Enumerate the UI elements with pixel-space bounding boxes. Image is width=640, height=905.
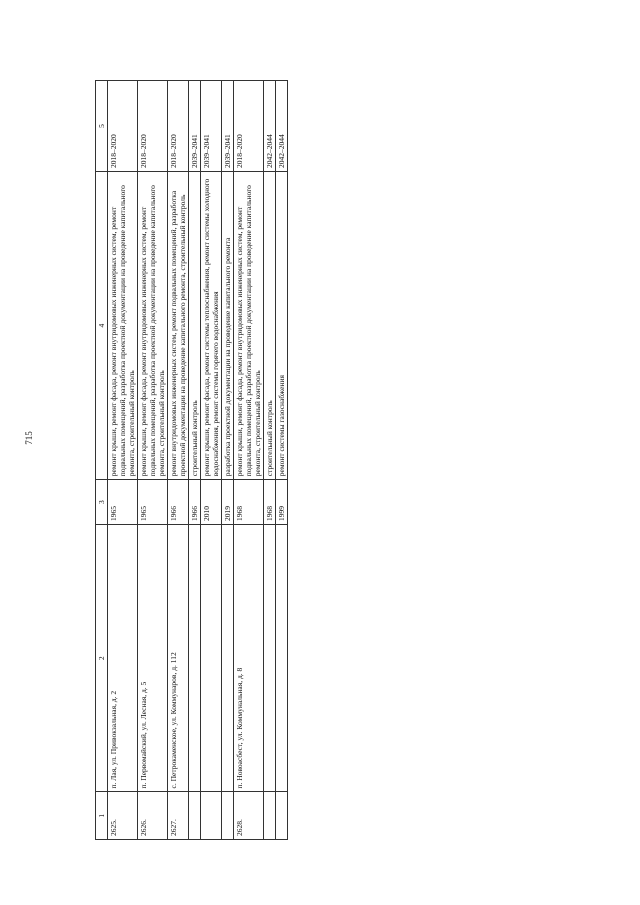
cell-period: 2039–2041: [201, 81, 222, 172]
cell-n: [222, 792, 234, 840]
rotated-table-container: [95, 80, 550, 840]
cell-period: 2042–2044: [264, 81, 276, 172]
cell-work: ремонт крыши, ремонт фасада, ремонт системы теплоснабжения, ремонт системы холодного водоснабжения, ремонт системы горячего водоснабжения: [201, 172, 222, 480]
cell-year: 1968: [264, 480, 276, 525]
column-header: 2: [96, 525, 108, 792]
cell-n: [189, 792, 201, 840]
cell-year: 2010: [201, 480, 222, 525]
cell-work: строительный контроль: [189, 172, 201, 480]
cell-period: 2039–2041: [189, 81, 201, 172]
cell-work: ремонт внутридомовых инженерных систем, ремонт подвальных помещений, разработка проектной документации на проведение капитального ремонта, строительный контроль: [168, 172, 189, 480]
cell-period: 2039–2041: [222, 81, 234, 172]
cell-n: 2627.: [168, 792, 189, 840]
cell-work: строительный контроль: [264, 172, 276, 480]
cell-addr: п. Первомайский, ул. Лесная, д. 5: [138, 525, 168, 792]
table-row: [264, 81, 276, 840]
cell-addr: п. Новоасбест, ул. Коммунальная, д. 8: [234, 525, 264, 792]
column-header: 1: [96, 792, 108, 840]
cell-year: 1965: [138, 480, 168, 525]
cell-addr: п. Лая, ул. Привокзальная, д. 2: [108, 525, 138, 792]
page-number: 715: [24, 431, 34, 445]
repair-schedule-table: [95, 80, 288, 840]
cell-n: 2628.: [234, 792, 264, 840]
cell-addr: [276, 525, 288, 792]
column-header: 3: [96, 480, 108, 525]
table-row: [189, 81, 201, 840]
cell-addr: [264, 525, 276, 792]
table-row: [201, 81, 222, 840]
cell-year: 1999: [276, 480, 288, 525]
cell-period: 2018–2020: [168, 81, 189, 172]
cell-period: 2018–2020: [108, 81, 138, 172]
table-row: [138, 81, 168, 840]
cell-addr: с. Петрокаменское, ул. Коммунаров, д. 112: [168, 525, 189, 792]
cell-addr: [201, 525, 222, 792]
cell-work: ремонт крыши, ремонт фасада, ремонт внутридомовых инженерных систем, ремонт подвальных помещений, разработка проектной документации на проведение капитального ремонта, строительный контроль: [234, 172, 264, 480]
cell-year: 2019: [222, 480, 234, 525]
cell-work: ремонт системы газоснабжения: [276, 172, 288, 480]
cell-period: 2018–2020: [138, 81, 168, 172]
table-row: [168, 81, 189, 840]
cell-year: 1966: [168, 480, 189, 525]
cell-work: ремонт крыши, ремонт фасада, ремонт внутридомовых инженерных систем, ремонт подвальных помещений, разработка проектной документации на проведение капитального ремонта, строительный контроль: [108, 172, 138, 480]
table-row: [222, 81, 234, 840]
cell-n: [264, 792, 276, 840]
table-row: [108, 81, 138, 840]
cell-n: [276, 792, 288, 840]
cell-year: 1965: [108, 480, 138, 525]
cell-addr: [189, 525, 201, 792]
cell-year: 1966: [189, 480, 201, 525]
cell-n: 2626.: [138, 792, 168, 840]
cell-n: 2625.: [108, 792, 138, 840]
table-row: [234, 81, 264, 840]
table-row: [276, 81, 288, 840]
column-header: 4: [96, 172, 108, 480]
cell-period: 2018–2020: [234, 81, 264, 172]
cell-year: 1968: [234, 480, 264, 525]
cell-work: ремонт крыши, ремонт фасада, ремонт внутридомовых инженерных систем, ремонт подвальных помещений, разработка проектной документации на проведение капитального ремонта, строительный контроль: [138, 172, 168, 480]
cell-work: разработка проектной документации на проведение капитального ремонта: [222, 172, 234, 480]
cell-addr: [222, 525, 234, 792]
cell-n: [201, 792, 222, 840]
column-header: 5: [96, 81, 108, 172]
cell-period: 2042–2044: [276, 81, 288, 172]
